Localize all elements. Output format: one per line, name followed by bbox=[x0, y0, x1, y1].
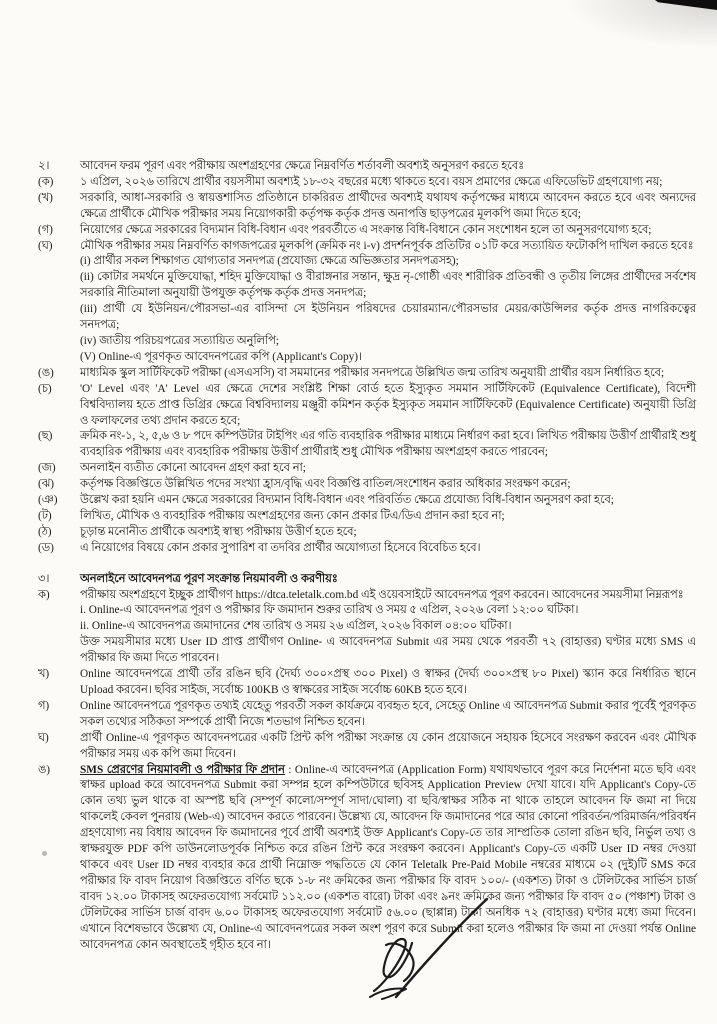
list-item bbox=[38, 461, 696, 477]
document-content bbox=[38, 159, 696, 953]
scan-corner-artifact bbox=[655, 0, 717, 10]
list-item bbox=[38, 223, 696, 239]
sms-rules-heading: SMS প্রেরণের নিয়মাবলী ও পরীক্ষার ফি প্রদান bbox=[80, 763, 285, 776]
sub-item bbox=[80, 270, 696, 302]
text-run: উল্লেখ করা হয়নি এমন ক্ষেত্রে সরকারের বিদ্যমান বিধি-বিধান এবং পরিবর্তিত ক্ষেত্রে প্রযোজ্য বিধি-বিধান অনুসরণ করা হবে; bbox=[80, 494, 614, 507]
sub-item bbox=[80, 619, 696, 635]
text-run: লিখিত, মৌখিক ও ব্যবহারিক পরীক্ষায় অংশগ্রহণের জন্য কোন প্রকার টিএ/ডিএ প্রদান করা হবে না; bbox=[80, 509, 505, 522]
item-text bbox=[80, 429, 696, 461]
text-run: মৌখিক পরীক্ষার সময় নিম্নবর্ণিত কাগজপত্রের মূলকপি (ক্রমিক নং i-v) প্রদর্শনপূর্বক প্রতিটির ০১টি করে সত্যায়িত ফটোকপি দাখিল করতে হবেঃ bbox=[80, 239, 694, 252]
sub-item bbox=[80, 334, 696, 350]
text-run: এই ওয়েবসাইটে আবেদনপত্র পূরণ করবেন। আবেদনের সময়সীমা নিম্নরূপঃ bbox=[358, 588, 684, 601]
list-item bbox=[38, 667, 696, 699]
text-run: ১ এপ্রিল, ২০২৬ তারিখে প্রার্থীর বয়সসীমা অবশ্যই ১৮-৩২ বছরের মধ্যে থাকতে হবে। বয়স প্রমাণের ক্ষেত্রে এফিডেভিট গ্রহণযোগ্য নয়; bbox=[80, 175, 663, 188]
item-label: ঙ) bbox=[38, 763, 51, 776]
item-text bbox=[80, 731, 696, 763]
sub-item bbox=[80, 603, 696, 619]
item-label: (জ) bbox=[38, 462, 56, 475]
text-run: নিয়োগের ক্ষেত্রে সরকারের বিদ্যমান বিধি-বিধান এবং পরবর্তীতে এ সংক্রান্ত বিধি-বিধানে কোন সংশোধন হলে তা অনুসরণযোগ্য হবে; bbox=[80, 223, 652, 236]
text-run: Online আবেদনপত্রে পূরণকৃত তথ্যই যেহেতু পরবর্তী সকল কার্যক্রমে ব্যবহৃত হবে, সেহেতু Online এ আবেদনপত্র Submit করার পূর্বেই পূরণকৃত সকল তথ্যের সঠিকতা সম্পর্কে প্রার্থী নিজে শতভাগ নিশ্চিত হবেন। bbox=[80, 699, 696, 728]
text-run: চূড়ান্ত মনোনীত প্রার্থীকে অবশ্যই স্বাস্থ্য পরীক্ষায় উত্তীর্ণ হতে হবে; bbox=[80, 525, 357, 538]
list-item bbox=[38, 366, 696, 382]
item-text bbox=[80, 477, 696, 493]
section-heading: অনলাইনে আবেদনপত্র পূরণ সংক্রান্ত নিয়মাবলী ও করণীয়ঃ bbox=[80, 572, 338, 585]
text-run: সরকারি, আধা-সরকারি ও স্বায়ত্তশাসিত প্রতিষ্ঠানে চাকরিরত প্রার্থীদের অবশ্যই যথাযথ কর্তৃপক্ষের মাধ্যমে আবেদন করতে হবে এবং অন্যদের ক্ষেত্রে প্রার্থীকে মৌখিক পরীক্ষার সময় নিয়োগকারী কর্তৃপক্ষ কর্তৃক প্রদত্ত অনাপত্তি ছাড়পত্রের মূলকপি জমা দিতে হবে; bbox=[80, 191, 696, 220]
list-item bbox=[38, 493, 696, 509]
item-text bbox=[80, 223, 696, 239]
item-label: (চ) bbox=[38, 382, 52, 395]
list-item bbox=[38, 699, 696, 731]
text-run: (V) Online-এ পূরণকৃত আবেদনপত্রের কপি (Applicant's Copy)। bbox=[80, 350, 363, 363]
item-text bbox=[80, 667, 696, 699]
list-item bbox=[38, 541, 696, 557]
text-run: (iii) প্রার্থী যে ইউনিয়ন/পৌরসভা-এর বাসিন্দা সে ইউনিয়ন পরিষদের চেয়ারম্যান/পৌরসভার মেয়র/কাউন্সিলর কর্তৃক প্রদত্ত নাগরিকত্বের সনদপত্র; bbox=[80, 303, 696, 332]
text-run: : Online-এ আবেদনপত্র (Application Form) যথাযথভাবে পূরণ করে নির্দেশনা মতে ছবি এবং স্বাক্ষর upload করে আবেদনপত্র Submit করা সম্পন্ন হলে কম্পিউটারে ছবিসহ Application Preview দেখা যাবে। যদি Applicant's Copy-তে কোন তথ্য ভুল থাকে বা অস্পষ্ট ছবি (সম্পূর্ণ কালো/সম্পূর্ণ সাদা/ঘোলা) বা ছবি/স্বাক্ষর সঠিক না থাকে তাহলে আবেদন ফি জমা না দিয়ে থাকলেই কেবল পুনরায় (Web-এ) আবেদন করতে পারবেন। উল্লেখ্য যে, আবেদন ফি জমাদানের পরে আর কোনো পরিবর্তন/পরিমার্জন/পরিবর্ধন গ্রহণযোগ্য নয় বিধায় আবেদন ফি জমাদানের পূর্বে প্রার্থী অবশ্যই উক্ত Applicant's Copy-তে তার সাম্প্রতিক তোলা রঙিন ছবি, নির্ভুল তথ্য ও স্বাক্ষরযুক্ত PDF কপি ডাউনলোডপূর্বক নিশ্চিত করে রঙিন প্রিন্ট করে সংরক্ষণ করবেন। Applicant's Copy-তে একটি User ID নম্বর দেওয়া থাকবে এবং User ID নম্বর ব্যবহার করে প্রার্থী নিম্নোক্ত পদ্ধতিতে যে কোন Teletalk Pre-Paid Mobile নম্বরের মাধ্যমে ০২ (দুই)টি SMS করে পরীক্ষার ফি বাবদ নিয়োগ বিজ্ঞপ্তিতে বর্ণিত ছকে ১-৮ নং ক্রমিকের জন্য পরীক্ষার ফি বাবদ ১০০/- (একশত) টাকা ও টেলিটকের সার্ভিস চার্জ বাবদ ১২.০০ টাকাসহ অফেরতযোগ্য সর্বমোট ১১২.০০ (একশত বারো) টাকা এবং ৯নং ক্রমিকের জন্য পরীক্ষার ফি বাবদ ৫০ (পঞ্চাশ) টাকা ও টেলিটকের সার্ভিস চার্জ বাবদ ৬.০০ টাকাসহ অফেরতযোগ্য সর্বমোট ৫৬.০০ (ছাপ্পান্ন) টাকা অনধিক ৭২ (বাহাত্তর) ঘণ্টার মধ্যে জমা দিবেন। এখানে বিশেষভাবে উল্লেখ্য যে, Online-এ আবেদনপত্রের সকল অংশ পূরণ করে Submit করা হলেও পরীক্ষার ফি জমা না দেওয়া পর্যন্ত Online আবেদনপত্র কোন অবস্থাতেই গৃহীত হবে না। bbox=[80, 763, 696, 951]
list-item bbox=[38, 175, 696, 191]
text-run: এ নিয়োগের বিষয়ে কোন প্রকার সুপারিশ বা তদবির প্রার্থীর অযোগ্যতা হিসেবে বিবেচিত হবে। bbox=[80, 541, 481, 554]
text-run: প্রার্থী Online-এ পূরণকৃত আবেদনপত্রের একটি প্রিন্ট কপি পরীক্ষা সংক্রান্ত যে কোন প্রয়োজনে সহায়ক হিসেবে সংরক্ষণ করবেন এবং মৌখিক পরীক্ষার সময় এক কপি জমা দিবেন। bbox=[80, 731, 696, 760]
sub-item bbox=[80, 302, 696, 334]
item-label: (ঙ) bbox=[38, 366, 54, 379]
list-item bbox=[38, 239, 696, 366]
handwritten-signature bbox=[366, 893, 500, 1007]
item-label: খ) bbox=[38, 668, 50, 681]
item-label: (ঞ) bbox=[38, 494, 58, 507]
item-label: (গ) bbox=[38, 223, 53, 236]
item-text bbox=[80, 461, 696, 477]
list-item bbox=[38, 509, 696, 525]
sub-item bbox=[80, 635, 696, 667]
website-url: https://dtca.teletalk.com.bd bbox=[235, 588, 359, 601]
scan-smudge-artifact bbox=[567, 0, 717, 48]
item-text bbox=[80, 509, 696, 525]
section-number: ৩। bbox=[38, 572, 50, 585]
sub-item bbox=[80, 350, 696, 366]
document-section bbox=[38, 159, 696, 557]
list-item bbox=[38, 731, 696, 763]
item-label: (ঘ) bbox=[38, 239, 53, 252]
text-run: (iv) জাতীয় পরিচয়পত্রের সত্যায়িত অনুলিপি; bbox=[80, 334, 280, 347]
item-label: (ড) bbox=[38, 541, 54, 554]
text-run: (ii) কোটার সমর্থনে মুক্তিযোদ্ধা, শহিদ মুক্তিযোদ্ধা ও বীরাঙ্গনার সন্তান, ক্ষুদ্র নৃ-গোষ্ঠী এবং শারীরিক প্রতিবন্ধী ও তৃতীয় লিঙ্গের প্রার্থীদের সর্বশেষ সরকারি নীতিমালা অনুযায়ী উপযুক্ত কর্তৃপক্ষ কর্তৃক প্রদত্ত সনদপত্র; bbox=[80, 271, 696, 300]
application-end-datetime: ii. Online-এ আবেদনপত্র জমাদানের শেষ তারিখ ও সময় ২৬ এপ্রিল, ২০২৬ বিকাল ০৪:০০ ঘটিকা। bbox=[80, 620, 512, 633]
list-item bbox=[38, 429, 696, 461]
item-label: ঘ) bbox=[38, 731, 49, 744]
list-item bbox=[38, 525, 696, 541]
text-run: ক্রমিক নং-১, ২, ৫,৬ ও ৮ পদে কম্পিউটার টাইপিং এর গতি ব্যবহারিক পরীক্ষার মাধ্যমে নির্ধারণ করা হবে। লিখিত পরীক্ষায় উত্তীর্ণ প্রার্থীরাই শুধু ব্যবহারিক পরীক্ষায় এবং ব্যবহারিক পরীক্ষায় উত্তীর্ণ প্রার্থীরাই শুধু মৌখিক পরীক্ষায় অংশগ্রহণ করতে পারবেন; bbox=[80, 430, 696, 459]
section-heading-row bbox=[38, 159, 696, 175]
list-item bbox=[38, 191, 696, 223]
item-text bbox=[80, 366, 696, 382]
item-label: (ঠ) bbox=[38, 525, 52, 538]
item-label: গ) bbox=[38, 699, 50, 712]
item-text bbox=[80, 239, 696, 366]
item-label: (ঝ) bbox=[38, 478, 55, 491]
item-text bbox=[80, 382, 696, 430]
item-label: (ছ) bbox=[38, 430, 53, 443]
text-run: মাধ্যমিক স্কুল সার্টিফিকেট পরীক্ষা (এসএসসি) বা সমমানের পরীক্ষার সনদপত্রে উল্লিখিত জন্ম তারিখ অনুযায়ী প্রার্থীর বয়স নির্ধারিত হবে; bbox=[80, 366, 665, 379]
item-text bbox=[80, 525, 696, 541]
item-text bbox=[80, 699, 696, 731]
text-run: 'O' Level এবং 'A' Level এর ক্ষেত্রে দেশের সংশ্লিষ্ট শিক্ষা বোর্ড হতে ইস্যুকৃত সমমান সার্টিফিকেট (Equivalence Certificate), বিদেশী বিশ্ববিদ্যালয় হতে প্রাপ্ত ডিগ্রির ক্ষেত্রে বিশ্ববিদ্যালয় মঞ্জুরী কমিশন কর্তৃক ইস্যুকৃত সমমান সার্টিফিকেট (Equivalence Certificate) অনুযায়ী ডিগ্রি ও ফলাফলের তথ্য প্রদান করতে হবে; bbox=[80, 382, 696, 427]
item-text bbox=[80, 588, 696, 668]
section-number: ২। bbox=[38, 160, 50, 172]
text-run: (i) প্রার্থীর সকল শিক্ষাগত যোগ্যতার সনদপত্র (প্রযোজ্য ক্ষেত্রে অভিজ্ঞতার সনদপত্রসহ); bbox=[80, 255, 459, 268]
text-run: Online আবেদনপত্রে প্রার্থী তাঁর রঙিন ছবি (দৈর্ঘ্য ৩০০×প্রস্থ ৩০০ Pixel) ও স্বাক্ষর (দৈর্ঘ্য ৩০০×প্রস্থ ৮০ Pixel) স্ক্যান করে নির্ধারিত স্থানে Upload করবেন। ছবির সাইজ, সর্বোচ্চ 100KB ও স্বাক্ষরের সাইজ সর্বোচ্চ 60KB হতে হবে। bbox=[80, 668, 696, 696]
item-text bbox=[80, 175, 696, 191]
item-text bbox=[80, 191, 696, 223]
item-text bbox=[80, 541, 696, 557]
item-label: (ক) bbox=[38, 175, 54, 188]
list-item bbox=[38, 477, 696, 493]
item-label: (ট) bbox=[38, 509, 52, 522]
item-text bbox=[80, 493, 696, 509]
text-run: পরীক্ষায় অংশগ্রহণে ইচ্ছুক প্রার্থীগণ bbox=[80, 588, 236, 601]
list-item bbox=[38, 382, 696, 430]
sub-item bbox=[80, 254, 696, 270]
text-run: অনলাইন ব্যতীত কোনো আবেদন গ্রহণ করা হবে না; bbox=[80, 462, 306, 475]
section-heading: আবেদন ফরম পূরণ এবং পরীক্ষায় অংশগ্রহণের ক্ষেত্রে নিম্নবর্ণিত শর্তাবলী অবশ্যই অনুসরণ করতে হবেঃ bbox=[80, 160, 525, 172]
item-label: ক) bbox=[38, 588, 50, 601]
list-item bbox=[38, 588, 696, 668]
text-run: কর্তৃপক্ষ বিজ্ঞপ্তিতে উল্লিখিত পদের সংখ্যা হ্রাস/বৃদ্ধি এবং বিজ্ঞপ্তি বাতিল/সংশোধন করার অধিকার সংরক্ষণ করেন; bbox=[80, 478, 571, 491]
application-start-datetime: i. Online-এ আবেদনপত্র পূরণ ও পরীক্ষার ফি জমাদান শুরুর তারিখ ও সময় ৫ এপ্রিল, ২০২৬ বেলা ১২:০০ ঘটিকা। bbox=[80, 604, 579, 617]
section-heading-row bbox=[38, 572, 696, 588]
item-label: (খ) bbox=[38, 191, 53, 204]
text-run: উক্ত সময়সীমার মধ্যে User ID প্রাপ্ত প্রার্থীগণ Online- এ আবেদনপত্র Submit এর সময় থেকে পরবর্তী ৭২ (বাহাত্তর) ঘণ্টার মধ্যে SMS এ পরীক্ষার ফি জমা দিতে পারবেন। bbox=[80, 636, 696, 665]
